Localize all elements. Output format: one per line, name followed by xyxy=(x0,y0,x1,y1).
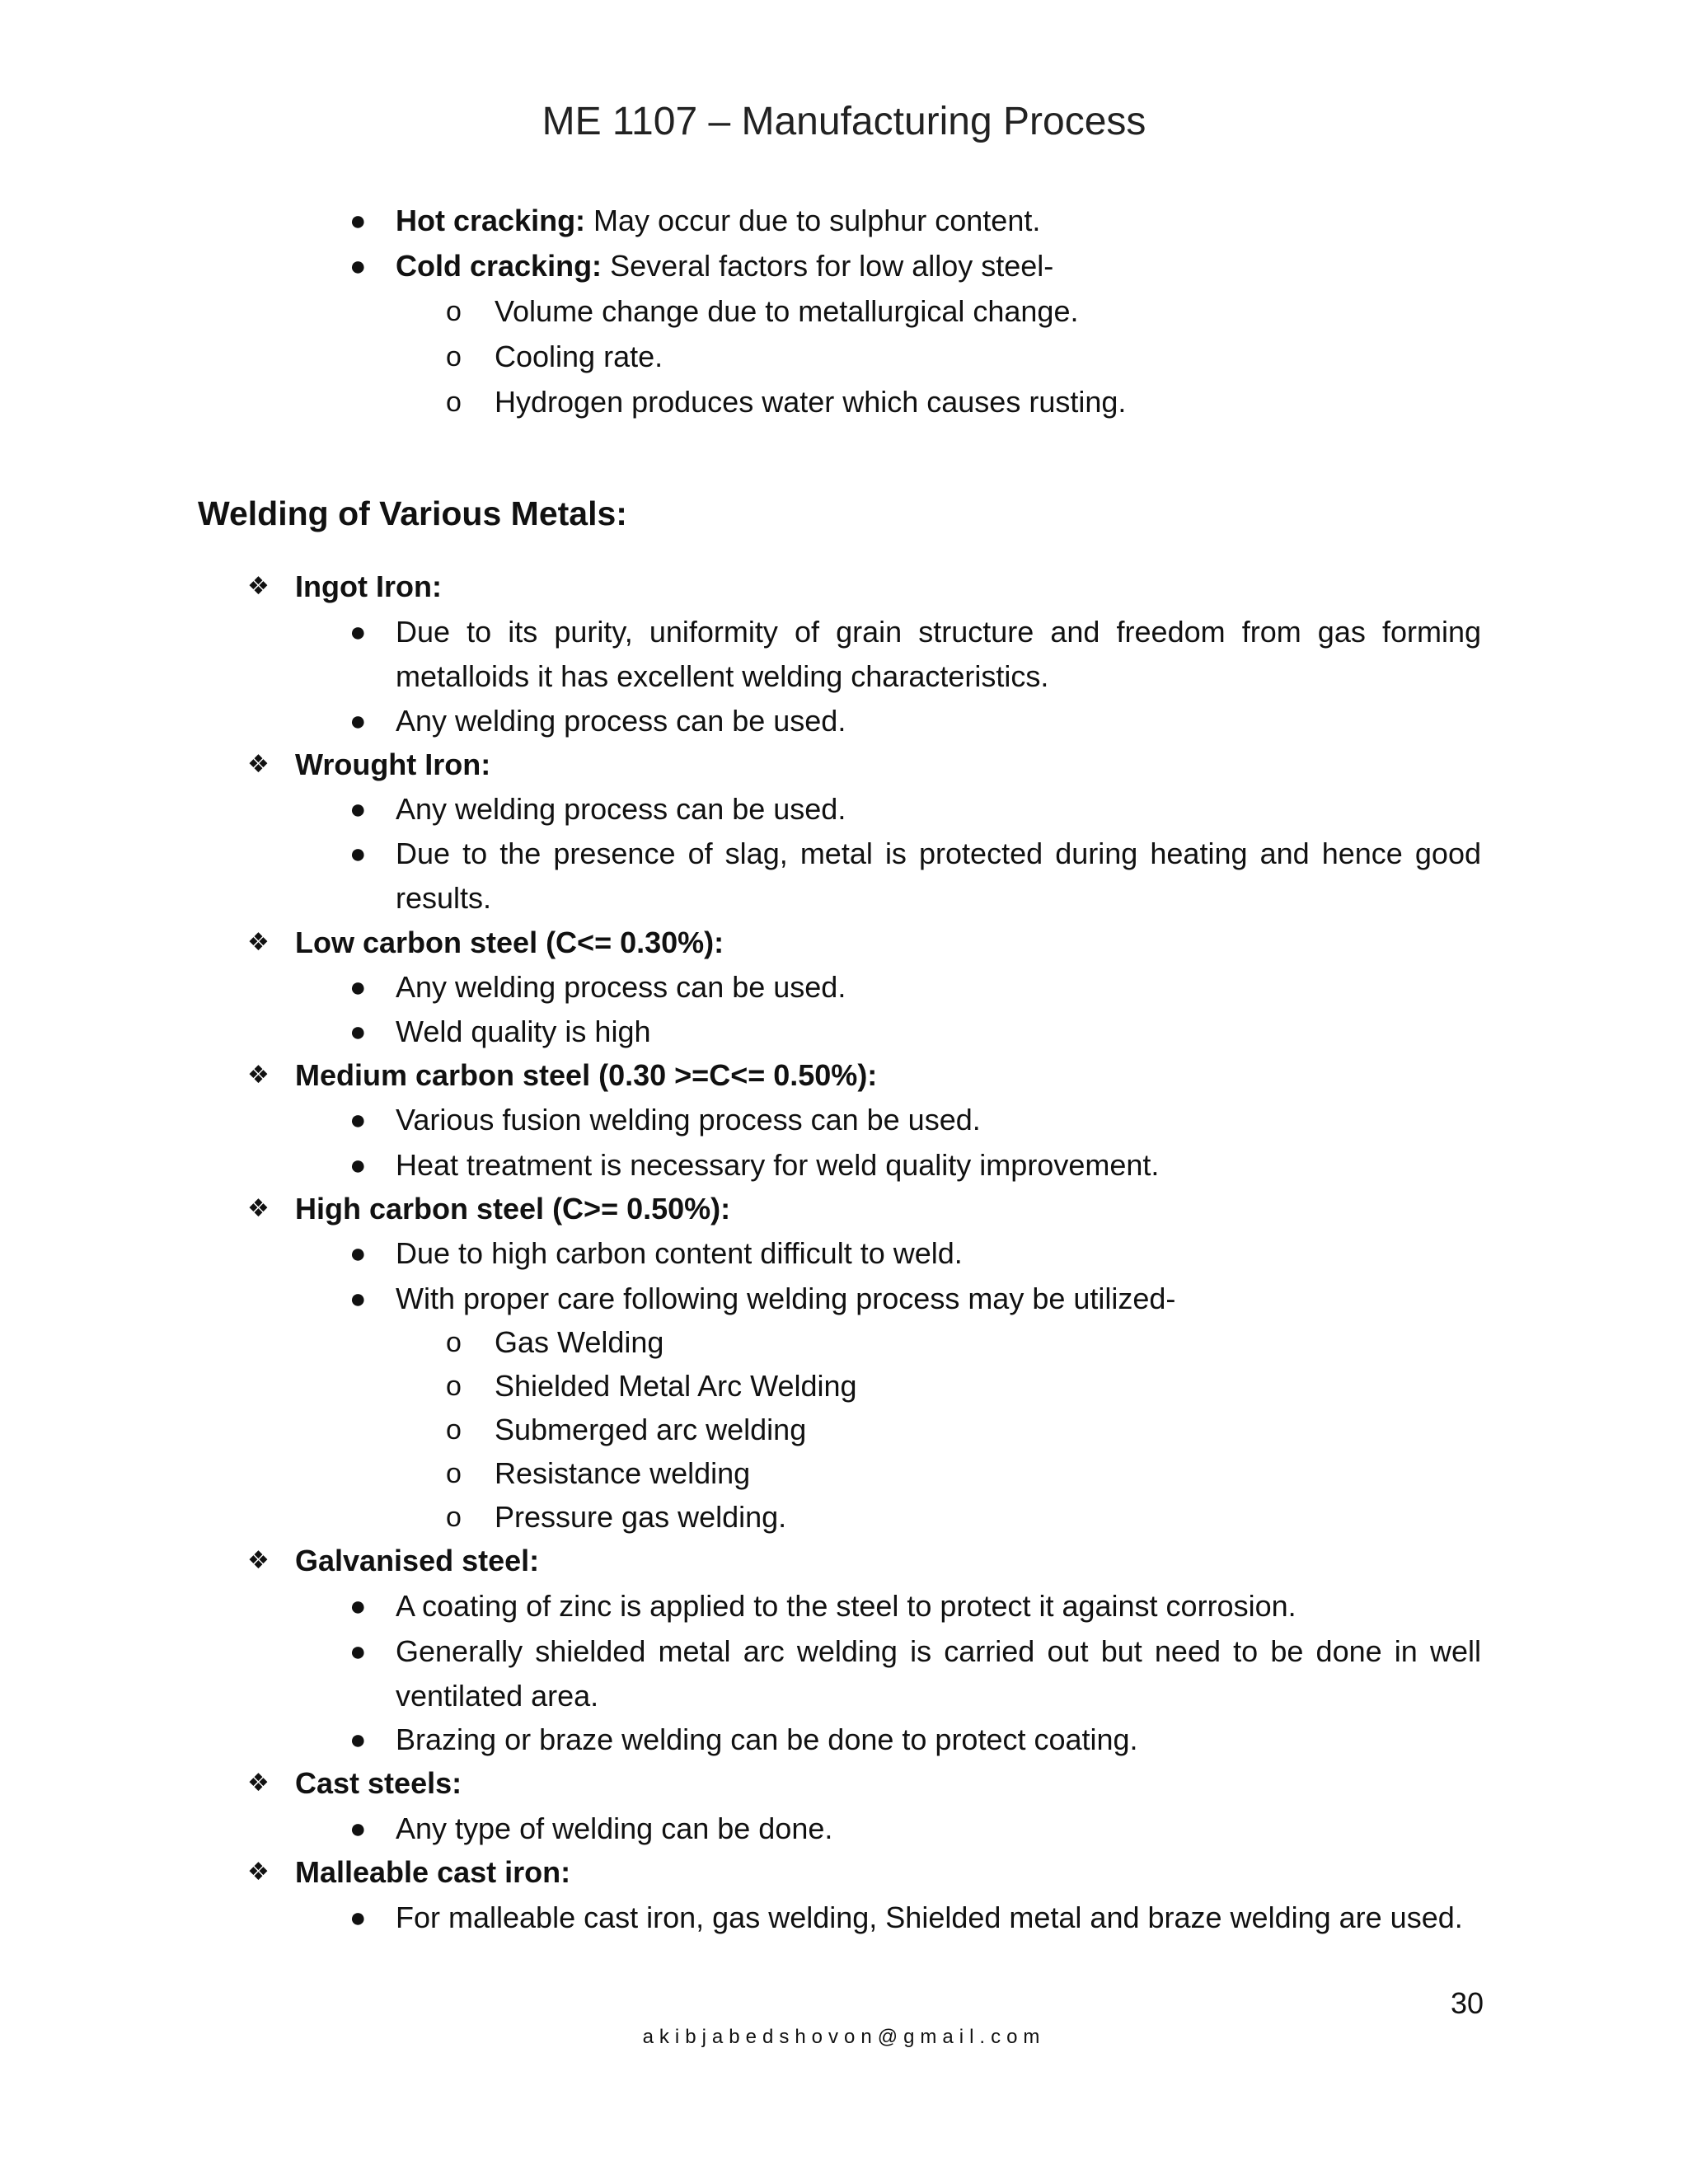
bullet-icon: ● xyxy=(349,1813,367,1844)
bullet-icon: ● xyxy=(349,1724,367,1755)
metal-heading: High carbon steel (C>= 0.50%): xyxy=(295,1192,731,1226)
bullet-icon: ● xyxy=(349,1150,367,1181)
sub-list-item: Cooling rate. xyxy=(495,340,663,373)
list-item: Various fusion welding process can be used. xyxy=(396,1103,981,1137)
list-item: Any welding process can be used. xyxy=(396,704,846,738)
bullet-icon: ● xyxy=(349,838,367,869)
bullet-icon: ● xyxy=(349,794,367,825)
page-title: ME 1107 – Manufacturing Process xyxy=(542,100,1146,143)
bullet-icon: ● xyxy=(349,616,367,648)
circle-bullet-icon: o xyxy=(446,1327,462,1358)
list-item: With proper care following welding process may be utilized- xyxy=(396,1282,1176,1315)
diamond-bullet-icon: ❖ xyxy=(247,751,270,778)
diamond-bullet-icon: ❖ xyxy=(247,1858,270,1886)
list-item: Any welding process can be used. xyxy=(396,792,846,826)
bullet-icon: ● xyxy=(349,972,367,1003)
bullet-icon: ● xyxy=(349,1238,367,1269)
list-item: A coating of zinc is applied to the steel to protect it against corrosion. xyxy=(396,1589,1296,1623)
metal-heading: Galvanised steel: xyxy=(295,1544,540,1577)
sub-list-item: Hydrogen produces water which causes rusting. xyxy=(495,385,1127,419)
metal-heading: Low carbon steel (C<= 0.30%): xyxy=(295,926,724,959)
list-item: Brazing or braze welding can be done to protect coating. xyxy=(396,1722,1138,1756)
metal-heading: Wrought Iron: xyxy=(295,748,491,781)
sub-list-item: Submerged arc welding xyxy=(495,1413,807,1446)
circle-bullet-icon: o xyxy=(446,341,462,373)
list-item: Heat treatment is necessary for weld quality improvement. xyxy=(396,1148,1160,1182)
list-item: Due to high carbon content difficult to weld. xyxy=(396,1236,963,1270)
list-item: Due to its purity, uniformity of grain structure and freedom from gas forming metalloids it has excellent welding characteristics. xyxy=(396,615,1481,693)
circle-bullet-icon: o xyxy=(446,1502,462,1533)
list-item: For malleable cast iron, gas welding, Shielded metal and braze welding are used. xyxy=(396,1900,1463,1934)
metal-heading: Ingot Iron: xyxy=(295,569,442,603)
bullet-icon: ● xyxy=(349,1104,367,1136)
list-item: Cold cracking: Several factors for low alloy steel- xyxy=(396,249,1054,283)
bullet-icon: ● xyxy=(349,1016,367,1047)
metal-heading: Medium carbon steel (0.30 >=C<= 0.50%): xyxy=(295,1058,878,1092)
diamond-bullet-icon: ❖ xyxy=(247,1062,270,1089)
bullet-icon: ● xyxy=(349,1283,367,1315)
circle-bullet-icon: o xyxy=(446,296,462,327)
diamond-bullet-icon: ❖ xyxy=(247,929,270,956)
metal-heading: Cast steels: xyxy=(295,1766,462,1800)
circle-bullet-icon: o xyxy=(446,1371,462,1402)
circle-bullet-icon: o xyxy=(446,1414,462,1446)
diamond-bullet-icon: ❖ xyxy=(247,1769,270,1797)
sub-list-item: Pressure gas welding. xyxy=(495,1500,787,1534)
bullet-icon: ● xyxy=(349,1636,367,1667)
bullet-icon: ● xyxy=(349,1902,367,1933)
page-number: 30 xyxy=(1450,1986,1484,2020)
section-heading: Welding of Various Metals: xyxy=(198,494,627,532)
diamond-bullet-icon: ❖ xyxy=(247,1195,270,1222)
list-item: Weld quality is high xyxy=(396,1015,651,1048)
metal-heading: Malleable cast iron: xyxy=(295,1855,571,1889)
list-item: Generally shielded metal arc welding is carried out but need to be done in well ventilated area. xyxy=(396,1634,1481,1713)
sub-list-item: Gas Welding xyxy=(495,1325,664,1359)
diamond-bullet-icon: ❖ xyxy=(247,573,270,600)
sub-list-item: Volume change due to metallurgical change. xyxy=(495,294,1079,328)
list-item: Any type of welding can be done. xyxy=(396,1811,833,1845)
circle-bullet-icon: o xyxy=(446,387,462,418)
list-item: Hot cracking: May occur due to sulphur content. xyxy=(396,204,1041,237)
sub-list-item: Resistance welding xyxy=(495,1456,751,1490)
footer-email: akibjabedshovon@gmail.com xyxy=(642,2026,1046,2048)
circle-bullet-icon: o xyxy=(446,1458,462,1489)
bullet-icon: ● xyxy=(349,205,367,237)
sub-list-item: Shielded Metal Arc Welding xyxy=(495,1369,857,1403)
bullet-icon: ● xyxy=(349,1591,367,1622)
list-item: Any welding process can be used. xyxy=(396,970,846,1004)
bullet-icon: ● xyxy=(349,251,367,282)
diamond-bullet-icon: ❖ xyxy=(247,1547,270,1574)
bullet-icon: ● xyxy=(349,705,367,737)
list-item: Due to the presence of slag, metal is protected during heating and hence good results. xyxy=(396,837,1481,915)
